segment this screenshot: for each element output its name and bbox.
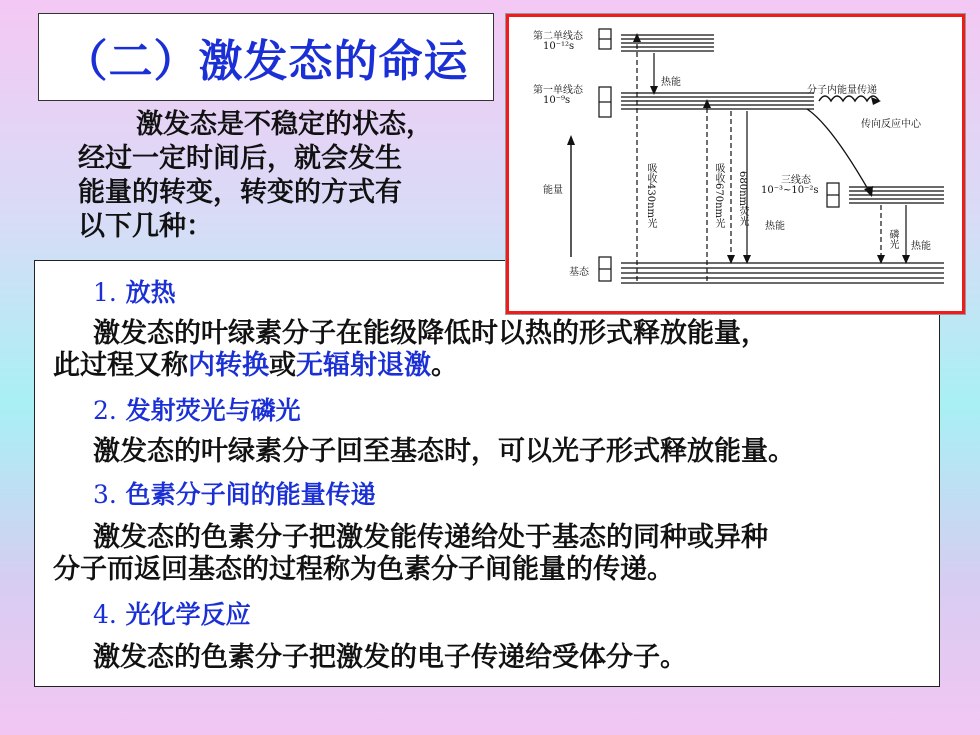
item-heading-3 [93,475,376,511]
heat-right-label: 热能 [911,241,931,252]
item-number: 2. [93,396,117,425]
intro-line: 激发态是不稳定的状态， [136,109,433,140]
energy-axis-arrowhead [567,135,575,145]
second-singlet-time: 10⁻¹²s [543,41,575,52]
first-singlet-label: 第一单线态 [533,85,583,96]
item1-body-line: 激发态的叶绿素分子在能级降低时以热的形式释放能量， [93,318,768,349]
item-label: 放热 [125,278,176,307]
heat-mid-label: 热能 [765,221,785,232]
intro-line: 能量的转变，转变的方式有 [78,177,402,208]
first-singlet-levels [621,93,814,109]
item-number: 3. [93,480,117,509]
item-heading-1 [93,273,176,309]
text-span: 或 [269,350,296,381]
energy-axis-label: 能量 [543,185,563,196]
intro-paragraph [78,108,498,244]
item-label: 发射荧光与磷光 [125,396,301,425]
item3-body-line: 激发态的色素分子把激发能传递给处于基态的同种或异种 [93,522,768,553]
item-label: 光化学反应 [125,600,251,629]
heat-top-label: 热能 [661,77,681,88]
energy-transfer-wave [819,96,879,101]
item2-body-line: 激发态的叶绿素分子回至基态时，可以光子形式释放能量。 [93,436,795,467]
second-singlet-label: 第二单线态 [533,31,583,42]
intro-line: 以下几种： [78,211,213,242]
content-box [34,260,940,687]
page-title: （二）激发态的命运 [63,36,469,87]
fluorescence-680-label: 680nm荧光 [737,171,748,227]
phosphorescence-label: 磷光 [887,229,898,249]
ground-state-label: 基态 [569,267,589,278]
triplet-label: 三线态 [781,175,811,186]
first-singlet-time: 10⁻⁹s [543,95,571,106]
to-reaction-center-label: 传向反应中心 [861,119,921,130]
triplet-time: 10⁻³~10⁻²s [761,185,819,196]
triplet-levels [849,187,944,203]
energy-level-diagram [506,14,965,314]
item4-body-line: 激发态的色素分子把激发的电子传递给受体分子。 [93,642,687,673]
absorb-430-label: 吸收430nm光 [645,163,656,229]
intramolecular-transfer-label: 分子内能量传递 [807,85,877,96]
item1-body-line [53,343,458,382]
term-internal-conversion: 内转换 [188,350,269,381]
second-singlet-levels [621,35,714,51]
text-span: 此过程又称 [53,350,188,381]
item-number: 4. [93,600,117,629]
item3-body-line: 分子而返回基态的过程称为色素分子间能量的传递。 [53,554,674,585]
intro-line: 经过一定时间后，就会发生 [78,143,402,174]
ground-levels [621,263,944,283]
title-box [38,13,494,101]
item-heading-2 [93,391,301,427]
text-span: 。 [431,350,458,381]
item-heading-4 [93,595,251,631]
absorb-670-label: 吸收670nm光 [713,163,724,229]
term-nonradiative-decay: 无辐射退激 [296,350,431,381]
item-label: 色素分子间的能量传递 [125,480,376,509]
item-number: 1. [93,278,117,307]
intersystem-crossing-arrow [807,109,869,191]
